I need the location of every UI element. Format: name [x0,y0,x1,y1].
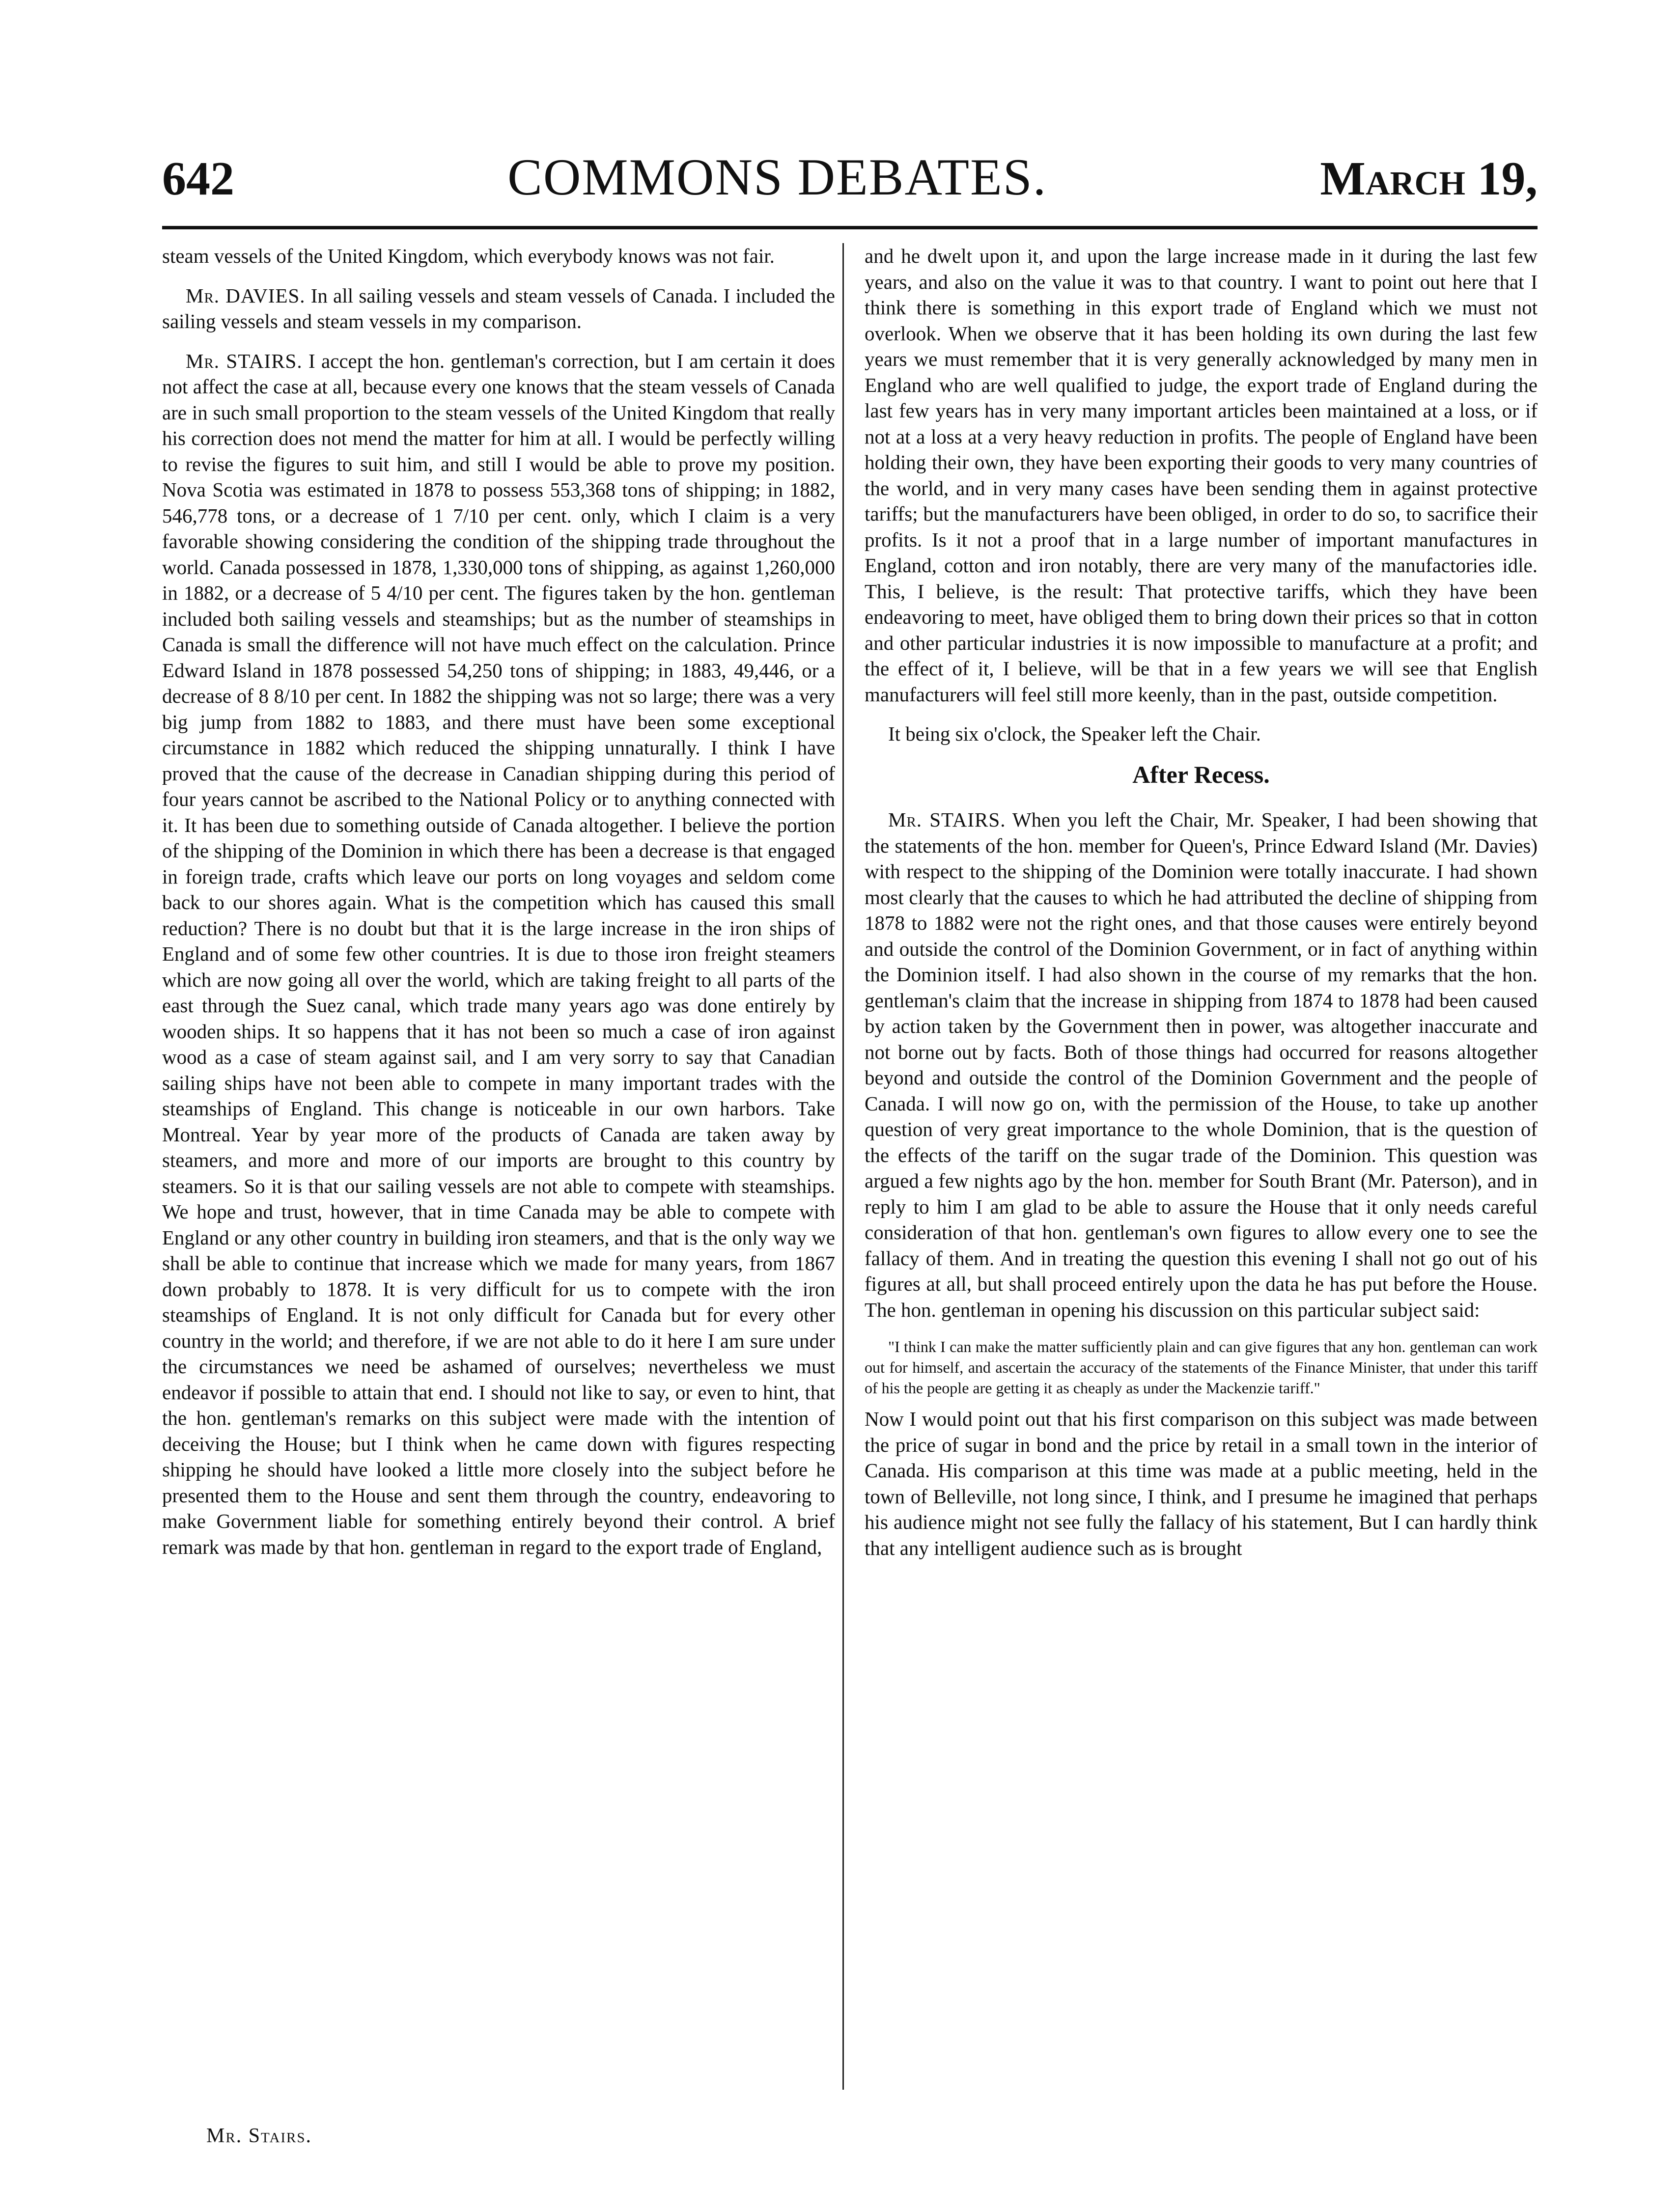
left-paragraph-1: steam vessels of the United Kingdom, which everybody knows was not fair. [162,245,775,267]
right-column [865,243,1538,1575]
column-divider [842,243,844,2090]
speaker-name: Mr. DAVIES. [186,284,306,307]
page-number: 642 [162,152,234,205]
right-paragraph-4: Now I would point out that his first comparison on this subject was made between the price of sugar in bond and the price by retail in a small town in the interior of Canada. His comparison at this time was made at a public meeting, held in the town of Belleville, not long since, I think, and I presume he imagined that perhaps his audience might not see fully the fallacy of his statement, But I can hardly think that any intelligent audience such as is brought [865,1408,1538,1559]
right-paragraph-2: It being six o'clock, the Speaker left the Chair. [888,722,1261,745]
block-quote: "I think I can make the matter sufficiently plain and can give figures that any hon. gentleman can work out for himself, and ascertain the accuracy of the statements of the Finance Minister, that under this tariff of his the people are getting it as cheaply as under the Mackenzie tariff." [865,1338,1538,1397]
left-column [162,243,835,1574]
speaker-name: Mr. STAIRS. [186,349,303,372]
right-paragraph-1: and he dwelt upon it, and upon the large increase made in it during the last few years, and also on the value it was to that country. I want to point out here that I think there is something in this export trade of England which we must not overlook. When we observe that it has been holding its own during the last few years we must remember that it is very generally acknowledged by many men in England who are well qualified to judge, the export trade of England during the last few years has in very many important articles been maintained at a loss, or if not at a loss at a very heavy reduction in profits. The people of England have been holding their own, they have been exporting their goods to very many countries of the world, and in very many cases have been sending them in against protective tariffs; but the manufacturers have been obliged, in order to do so, to sacrifice their profits. Is it not a proof that in a large number of important manufactures in England, cotton and iron notably, there are very many of the manufactories idle. This, I believe, is the result: That protective tariffs, which they have been endeavoring to meet, have obliged them to bring down their prices so that in cotton and other particular industries it is now impossible to manufacture at a profit; and the effect of it, I believe, will be that in a few years we will see that English manufacturers will feel still more keenly, than in the past, outside competition. [865,245,1538,706]
speech-text: In all sailing vessels and steam vessels of Canada. I included the sailing vessels and steam vessels in my comparison. [162,284,835,332]
page-date: March 19, [1320,152,1538,205]
footer-signature: Mr. Stairs. [206,2125,312,2147]
page-header [162,147,1538,221]
left-paragraph-3 [162,348,835,1560]
speech-text: I accept the hon. gentleman's correction, but I am certain it does not affect the case at all, because every one knows that the steam vessels of Canada are in such small proportion to the steam vessels of the United Kingdom that really his correction does not mend the matter for him at all. I would be perfectly willing to revise the figures to suit him, and still I would be able to prove my position. Nova Scotia was estimated in 1878 to possess 553,368 tons of shipping; in 1882, 546,778 tons, or a decrease of 1 7/10 per cent. only, which I claim is a very favorable showing considering the condition of the shipping trade throughout the world. Canada possessed in 1878, 1,330,000 tons of shipping, as against 1,260,000 in 1882, or a decrease of 5 4/10 per cent. The figures taken by the hon. gentleman included both sailing vessels and steamships; but as the number of steamships in Canada is small the difference will not have much effect on the calculation. Prince Edward Island in 1878 possessed 54,250 tons of shipping; in 1883, 49,446, or a decrease of 8 8/10 per cent. In 1882 the shipping was not so large; there was a very big jump from 1882 to 1883, and there must have been some exceptional circumstance in 1882 which reduced the shipping unnaturally. I think I have proved that the cause of the decrease in Canadian shipping during this period of four years cannot be ascribed to the National Policy or to anything connected with it. It has been due to something outside of Canada altogether. I believe the portion of the shipping of the Dominion in which there has been a decrease is that engaged in foreign trade, crafts which leave our ports on long voyages and seldom come back to our shores again. What is the competition which has caused this small reduction? There is no doubt but that it is the large increase in the iron ships of England and of some few other countries. It is due to those iron freight steamers which are now going all over the world, which are taking freight to all parts of the east through the Suez canal, which trade many years ago was done entirely by wooden ships. It so happens that it has not been so much a case of iron against wood as a case of steam against sail, and I am very sorry to say that Canadian sailing ships have not been able to compete in many important trades with the steamships of England. This change is noticeable in our own harbors. Take Montreal. Year by year more of the products of Canada are taken away by steamers, and more and more of our imports are brought to this country by steamers. So it is that our sailing vessels are not able to compete with steamships. We hope and trust, however, that in time Canada may be able to compete with England or any other country in building iron steamers, and that is the only way we shall be able to continue that increase which we made for many years, from 1867 down probably to 1878. It is very difficult for us to compete with the iron steamships of England. It is not only difficult for Canada but for every other country in the world; and therefore, if we are not able to do it here I am sure under the circumstances we need be ashamed of ourselves; nevertheless we must endeavor if possible to attain that end. I should not like to say, or even to hint, that the hon. gentleman's remarks on this subject were made with the intention of deceiving the House; but I think when he came down with figures respecting shipping he should have looked a little more closely into the subject before he presented them to the House and sent them through the country, endeavoring to make Government liable for something entirely beyond their control. A brief remark was made by that hon. gentleman in regard to the export trade of England, [162,349,835,1558]
speaker-name: Mr. STAIRS. [888,808,1006,831]
section-heading: After Recess. [1132,760,1270,788]
header-rule [162,226,1538,229]
left-paragraph-2 [162,283,835,334]
right-paragraph-3 [865,807,1538,1323]
page-title: COMMONS DEBATES. [507,148,1047,206]
speech-text: When you left the Chair, Mr. Speaker, I had been showing that the statements of the hon. member for Queen's, Prince Edward Island (Mr. Davies) with respect to the shipping of the Dominion were totally inaccurate. I had shown most clearly that the causes to which he had attributed the decline of shipping from 1878 to 1882 were not the right ones, and that those causes were entirely beyond and outside the control of the Dominion Government, or in fact of anything within the Dominion itself. I had also shown in the course of my remarks that the hon. gentleman's claim that the increase in shipping from 1874 to 1878 had been caused by action taken by the Government then in power, was altogether inaccurate and not borne out by facts. Both of those things had occurred for reasons altogether beyond and outside the control of the Dominion Government and the people of Canada. I will now go on, with the permission of the House, to take up another question of very great importance to the whole Dominion, that is the question of the effects of the tariff on the sugar trade of the Dominion. This question was argued a few nights ago by the hon. member for South Brant (Mr. Paterson), and in reply to him I am glad to be able to assure the House that it only needs careful consideration of that hon. gentleman's own figures to allow every one to see the fallacy of them. And in treating the question this evening I shall not go out of his figures at all, but shall proceed entirely upon the data he has put before the House. The hon. gentleman in opening his discussion on this particular subject said: [865,808,1538,1321]
